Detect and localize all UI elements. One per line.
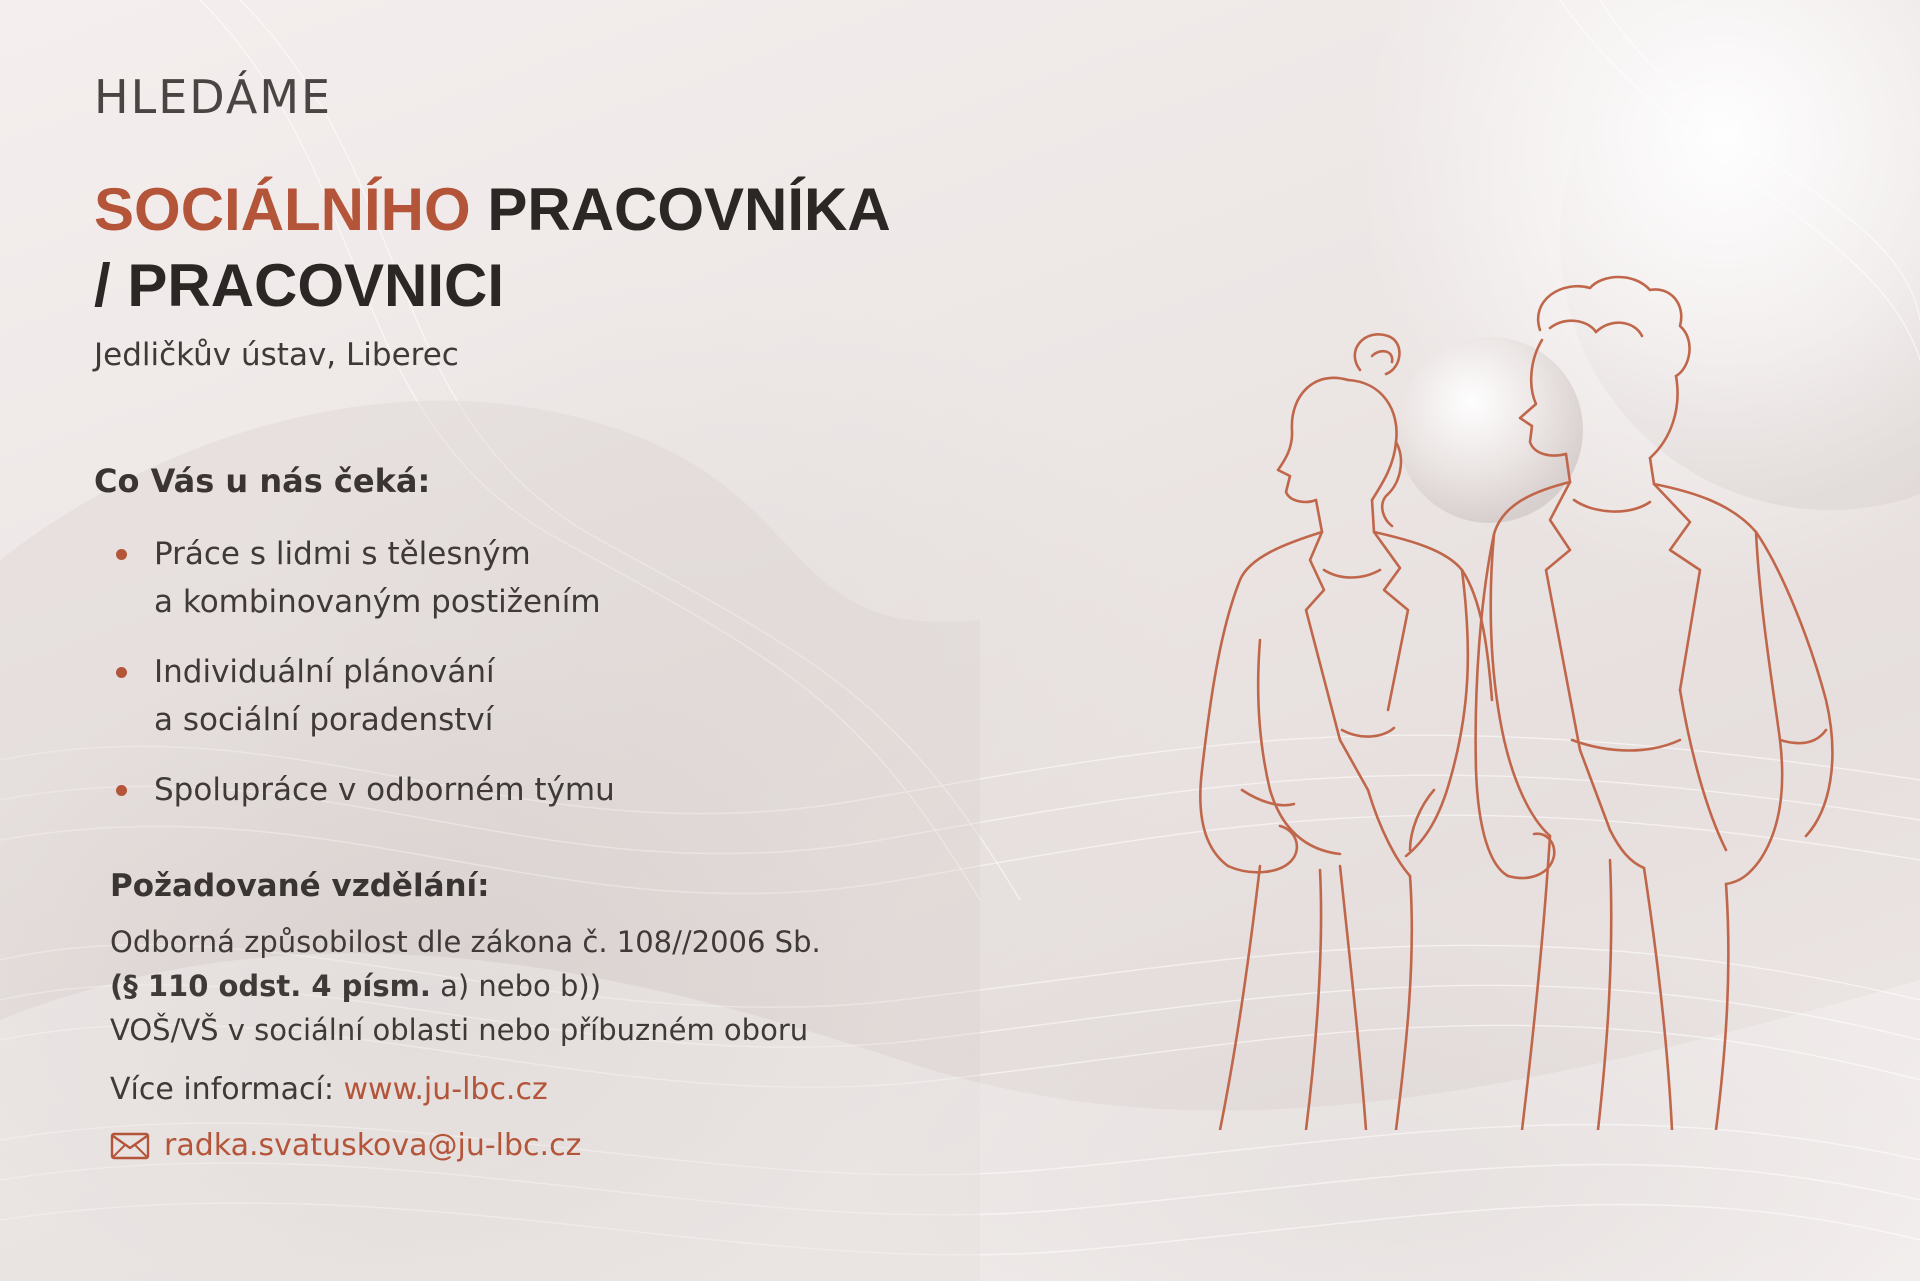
employer-location: Jedličkův ústav, Liberec [94, 337, 459, 373]
benefit-line: a kombinovaným postižením [154, 584, 601, 620]
woman-figure [1200, 334, 1492, 1130]
benefits-heading: Co Vás u nás čeká: [94, 462, 431, 500]
education-line: VOŠ/VŠ v sociální oblasti nebo příbuzném oboru [110, 1013, 809, 1047]
benefit-line: Práce s lidmi s tělesným [154, 536, 531, 572]
benefit-line: Individuální plánování [154, 654, 495, 690]
education-law-section: (§ 110 odst. 4 písm. [110, 969, 431, 1003]
bullet-dot-icon [116, 549, 127, 560]
education-line [110, 964, 821, 1008]
benefits-list [114, 530, 615, 814]
website-link[interactable]: www.ju-lbc.cz [343, 1072, 548, 1107]
education-line: Odborná způsobilost dle zákona č. 108//2006 Sb. [110, 925, 821, 959]
couple-illustration [1110, 270, 1870, 1130]
job-title-line2: / PRACOVNICI [94, 252, 505, 319]
benefit-line: a sociální poradenství [154, 702, 494, 738]
benefit-line: Spolupráce v odborném týmu [154, 772, 615, 808]
more-info [110, 1072, 548, 1107]
job-title-accent: SOCIÁLNÍHO [94, 176, 471, 243]
job-title [94, 172, 891, 324]
email-link[interactable]: radka.svatuskova@ju-lbc.cz [164, 1128, 582, 1163]
eyebrow-text: HLEDÁME [94, 70, 333, 124]
benefit-item [114, 648, 615, 744]
job-title-rest: PRACOVNÍKA [470, 176, 891, 243]
email-contact [110, 1128, 581, 1163]
benefit-item [114, 766, 615, 814]
more-info-label: Více informací: [110, 1072, 344, 1107]
bullet-dot-icon [116, 785, 127, 796]
job-title-line1 [94, 172, 891, 248]
education-requirements [110, 920, 821, 1052]
man-figure [1476, 277, 1833, 1130]
education-law-options: a) nebo b)) [430, 969, 602, 1003]
envelope-icon [110, 1132, 150, 1160]
education-heading: Požadované vzdělání: [110, 868, 490, 904]
benefit-item [114, 530, 615, 626]
bullet-dot-icon [116, 667, 127, 678]
